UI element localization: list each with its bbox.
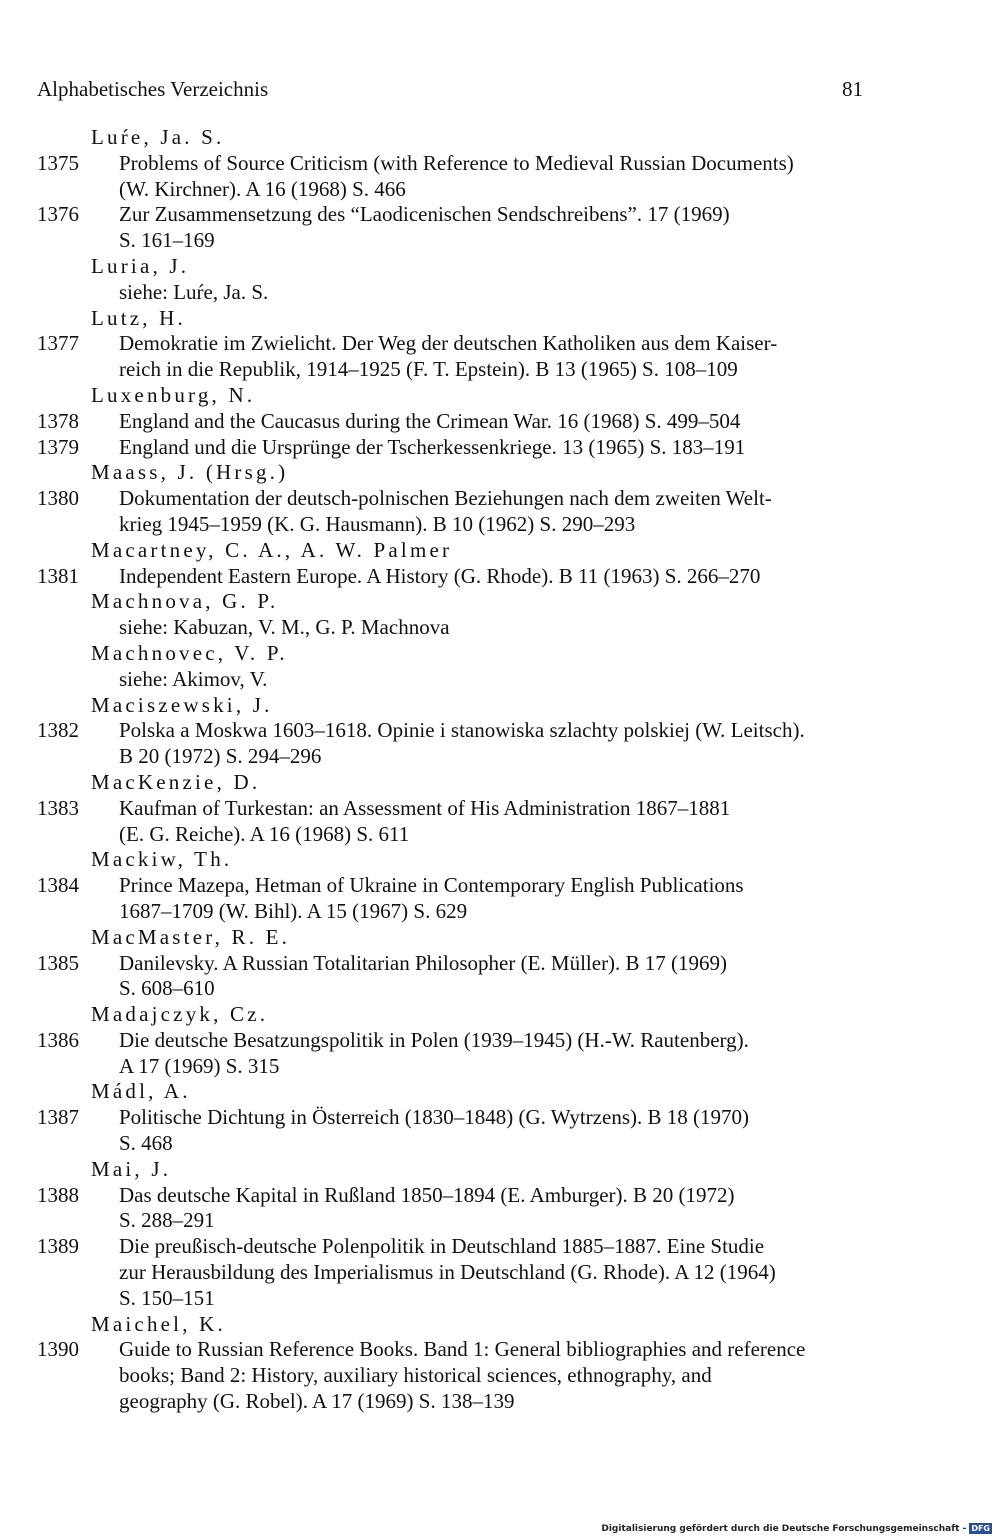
entry-number: 1381	[37, 563, 79, 588]
author-heading: Maichel, K.	[91, 1311, 226, 1336]
author-heading: Mádl, A.	[91, 1079, 191, 1104]
entry-line: 1687–1709 (W. Bihl). A 15 (1967) S. 629	[119, 898, 468, 923]
bibliography-entry	[37, 951, 897, 1003]
author-heading: Machnova, G. P.	[91, 589, 279, 614]
entry-line: S. 150–151	[119, 1285, 215, 1310]
author-heading: Macartney, C. A., A. W. Palmer	[91, 537, 453, 562]
author-heading: MacKenzie, D.	[91, 769, 261, 794]
entry-line: Problems of Source Criticism (with Reference to Medieval Russian Documents)	[119, 150, 794, 175]
bibliography-entry	[37, 564, 897, 590]
entry-line: B 20 (1972) S. 294–296	[119, 744, 322, 769]
entry-number: 1383	[37, 795, 79, 820]
author-heading: Maass, J. (Hrsg.)	[91, 460, 289, 485]
page-number: 81	[842, 77, 863, 101]
entry-number: 1384	[37, 873, 79, 898]
entry-number: 1379	[37, 434, 79, 459]
author-heading: Mackiw, Th.	[91, 847, 233, 872]
author-heading: Luria, J.	[91, 253, 190, 278]
author-heading: Luŕe, Ja. S.	[91, 125, 225, 149]
entry-text	[119, 1337, 887, 1414]
bibliography-entry	[37, 435, 897, 461]
author-heading: Machnovec, V. P.	[91, 640, 288, 665]
entry-text	[119, 1105, 887, 1157]
entry-line: Demokratie im Zwielicht. Der Weg der deutschen Katholiken aus dem Kaiser-	[119, 331, 778, 356]
entry-line: Independent Eastern Europe. A History (G. Rhode). B 11 (1963) S. 266–270	[119, 563, 761, 588]
cross-reference: siehe: Kabuzan, V. M., G. P. Machnova	[119, 615, 450, 640]
cross-reference: siehe: Luŕe, Ja. S.	[119, 279, 269, 304]
author-heading: MacMaster, R. E.	[91, 924, 291, 949]
entry-number: 1375	[37, 150, 79, 175]
entry-text	[119, 409, 887, 435]
entry-line: Politische Dichtung in Österreich (1830–1848) (G. Wytrzens). B 18 (1970)	[119, 1105, 749, 1130]
entry-number: 1390	[37, 1337, 79, 1362]
bibliography-entry	[37, 1337, 897, 1414]
entry-text	[119, 331, 887, 383]
entry-number: 1380	[37, 486, 79, 511]
entry-line: Polska a Moskwa 1603–1618. Opinie i stanowiska szlachty polskiej (W. Leitsch).	[119, 718, 805, 743]
entry-line: zur Herausbildung des Imperialismus in Deutschland (G. Rhode). A 12 (1964)	[119, 1260, 776, 1285]
bibliography-entry	[37, 1234, 897, 1311]
entry-line: S. 161–169	[119, 228, 215, 253]
entry-text	[119, 435, 887, 461]
bibliography-entry	[37, 796, 897, 848]
entry-number: 1389	[37, 1234, 79, 1259]
bibliography-entry	[37, 873, 897, 925]
entry-line: England and the Caucasus during the Crimean War. 16 (1968) S. 499–504	[119, 408, 741, 433]
entry-line: Dokumentation der deutsch-polnischen Beziehungen nach dem zweiten Welt-	[119, 486, 772, 511]
page-header	[37, 74, 863, 104]
entry-text	[119, 202, 887, 254]
entry-text	[119, 486, 887, 538]
entry-line: Prince Mazepa, Hetman of Ukraine in Contemporary English Publications	[119, 873, 744, 898]
entry-line: reich in die Republik, 1914–1925 (F. T. Epstein). B 13 (1965) S. 108–109	[119, 357, 738, 382]
entry-text	[119, 564, 887, 590]
entry-text	[119, 718, 887, 770]
footer-text: Digitalisierung gefördert durch die Deutsche Forschungsgemeinschaft -	[601, 1523, 967, 1534]
entry-number: 1388	[37, 1182, 79, 1207]
entry-text	[119, 951, 887, 1003]
author-heading: Maciszewski, J.	[91, 692, 273, 717]
entry-number: 1382	[37, 718, 79, 743]
bibliography-entry	[37, 409, 897, 435]
entry-text	[119, 1028, 887, 1080]
author-heading: Mai, J.	[91, 1156, 172, 1181]
entry-line: books; Band 2: History, auxiliary historical sciences, ethnography, and	[119, 1363, 712, 1388]
dfg-logo: DFG	[971, 1524, 990, 1533]
bibliography-entry	[37, 151, 897, 203]
bibliography-entry	[37, 1028, 897, 1080]
entry-line: Danilevsky. A Russian Totalitarian Philosopher (E. Müller). B 17 (1969)	[119, 950, 728, 975]
entry-line: S. 608–610	[119, 976, 215, 1001]
cross-reference: siehe: Akimov, V.	[119, 666, 268, 691]
entry-line: (W. Kirchner). A 16 (1968) S. 466	[119, 176, 406, 201]
entry-line: Die preußisch-deutsche Polenpolitik in Deutschland 1885–1887. Eine Studie	[119, 1234, 765, 1259]
entry-text	[119, 1234, 887, 1311]
entry-number: 1385	[37, 950, 79, 975]
author-heading: Luxenburg, N.	[91, 382, 256, 407]
author-heading: Lutz, H.	[91, 305, 186, 330]
entry-text	[119, 151, 887, 203]
bibliography-entry	[37, 1183, 897, 1235]
running-title: Alphabetisches Verzeichnis	[37, 77, 269, 101]
entry-line: Kaufman of Turkestan: an Assessment of His Administration 1867–1881	[119, 795, 731, 820]
entry-line: England und die Ursprünge der Tscherkessenkriege. 13 (1965) S. 183–191	[119, 434, 746, 459]
bibliography-list	[37, 125, 897, 1415]
entry-line: Zur Zusammensetzung des “Laodicenischen Sendschreibens”. 17 (1969)	[119, 202, 730, 227]
bibliography-entry	[37, 331, 897, 383]
entry-line: Guide to Russian Reference Books. Band 1: General bibliographies and reference	[119, 1337, 806, 1362]
entry-line: Das deutsche Kapital in Rußland 1850–1894 (E. Amburger). B 20 (1972)	[119, 1182, 735, 1207]
entry-number: 1377	[37, 331, 79, 356]
bibliography-entry	[37, 202, 897, 254]
bibliography-entry	[37, 486, 897, 538]
entry-text	[119, 873, 887, 925]
entry-line: geography (G. Robel). A 17 (1969) S. 138–139	[119, 1389, 515, 1414]
entry-line: A 17 (1969) S. 315	[119, 1053, 280, 1078]
entry-line: S. 288–291	[119, 1208, 215, 1233]
bibliography-entry	[37, 1105, 897, 1157]
entry-text	[119, 796, 887, 848]
entry-text	[119, 1183, 887, 1235]
entry-number: 1386	[37, 1027, 79, 1052]
bibliography-entry	[37, 718, 897, 770]
author-heading: Madajczyk, Cz.	[91, 1002, 269, 1027]
entry-line: (E. G. Reiche). A 16 (1968) S. 611	[119, 821, 410, 846]
entry-number: 1387	[37, 1105, 79, 1130]
digitization-footer	[601, 1523, 992, 1534]
entry-line: Die deutsche Besatzungspolitik in Polen (1939–1945) (H.-W. Rautenberg).	[119, 1027, 749, 1052]
entry-line: S. 468	[119, 1131, 173, 1156]
entry-number: 1376	[37, 202, 79, 227]
entry-number: 1378	[37, 408, 79, 433]
entry-line: krieg 1945–1959 (K. G. Hausmann). B 10 (1962) S. 290–293	[119, 511, 636, 536]
